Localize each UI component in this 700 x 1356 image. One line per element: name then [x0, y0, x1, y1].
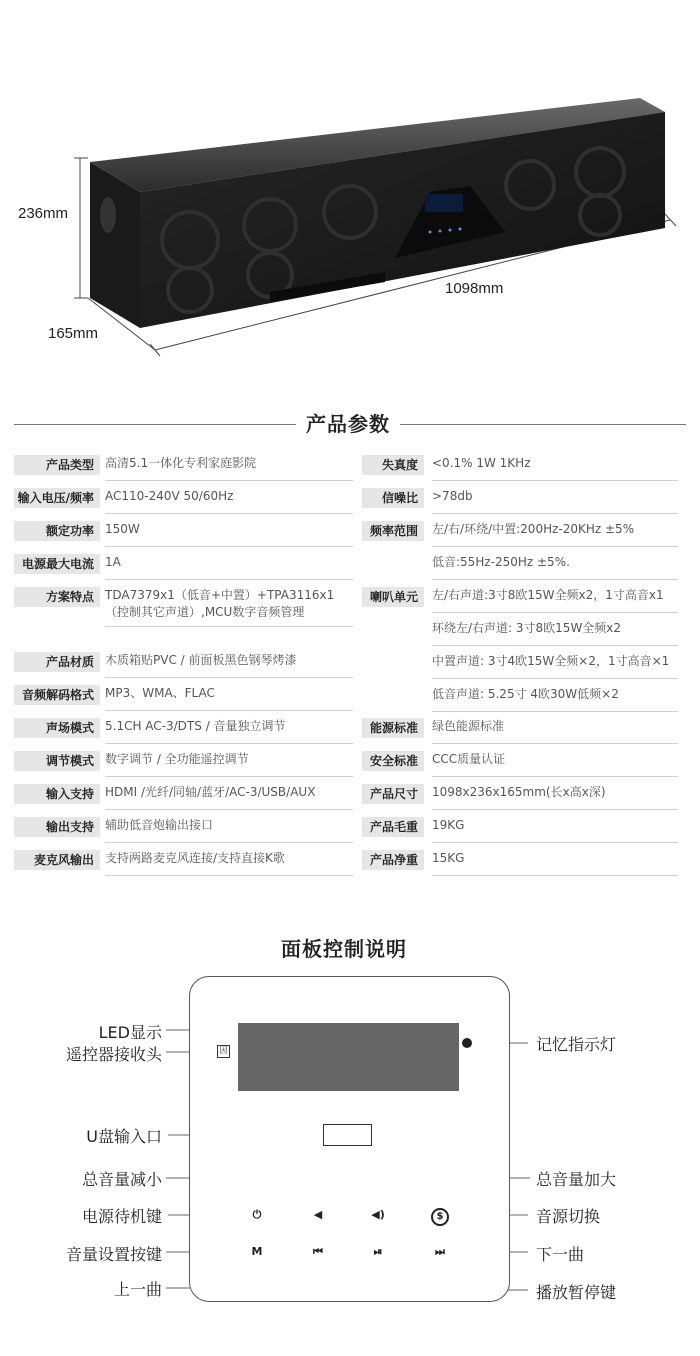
param-label: 方案特点 [14, 587, 100, 607]
volume-up-button[interactable]: ◀) [371, 1208, 385, 1221]
param-label: 安全标准 [362, 751, 424, 771]
height-dimension: 236mm [18, 205, 69, 222]
ir-label: 遥控器接收头 [65, 1045, 162, 1064]
param-value: MP3、WMA、FLAC [105, 686, 215, 700]
param-row [362, 546, 678, 580]
previous-track-label: 上一曲 [113, 1280, 162, 1299]
param-label: 产品类型 [14, 455, 100, 475]
param-value: 支持两路麦克风连接/支持直接K歌 [105, 851, 285, 865]
param-value: HDMI /光纤/同轴/蓝牙/AC-3/USB/AUX [105, 785, 316, 799]
product-image-section [0, 0, 700, 380]
param-label: 电源最大电流 [14, 554, 100, 574]
param-row [362, 743, 678, 777]
param-value: CCC质量认证 [432, 752, 506, 766]
param-label: 输入电压/频率 [14, 488, 100, 508]
param-row [14, 513, 353, 547]
param-label: 喇叭单元 [362, 587, 424, 607]
param-label: 信噪比 [362, 488, 424, 508]
param-label: 频率范围 [362, 521, 424, 541]
param-row [362, 809, 678, 843]
param-value: 1A [105, 555, 121, 569]
next-track-button[interactable]: ⏭ [435, 1245, 445, 1258]
panel-title: 面板控制说明 [281, 937, 407, 961]
next-track-label: 下一曲 [536, 1245, 585, 1264]
param-value: 木质箱贴PVC / 前面板黑色钢琴烤漆 [105, 653, 297, 667]
soundbar-illustration [0, 0, 700, 380]
param-row [14, 710, 353, 744]
param-value: 辅助低音炮输出接口 [105, 818, 214, 832]
param-value: 左/右/环绕/中置:200Hz-20KHz ±5% [432, 522, 635, 536]
section-divider-right [400, 424, 686, 425]
param-value: <0.1% 1W 1KHz [432, 456, 531, 470]
param-row [14, 480, 353, 514]
param-row [362, 710, 678, 744]
row-underline [105, 626, 353, 627]
memory-light-label: 记忆指示灯 [536, 1035, 617, 1054]
source-button[interactable]: $ [431, 1208, 449, 1226]
param-row [362, 776, 678, 810]
play-pause-button[interactable]: ⏯ [373, 1245, 383, 1258]
usb-port [323, 1124, 372, 1146]
param-row [14, 743, 353, 777]
param-row [362, 612, 678, 646]
param-label: 调节模式 [14, 751, 100, 771]
param-row [362, 579, 678, 613]
power-label: 电源待机键 [81, 1207, 162, 1226]
param-row [362, 842, 678, 876]
param-value: 高清5.1一体化专利家庭影院 [105, 456, 257, 470]
param-label: 麦克风输出 [14, 850, 100, 870]
param-row [14, 677, 353, 711]
param-label: 产品毛重 [362, 817, 424, 837]
param-row [14, 447, 353, 481]
volume-up-label: 总音量加大 [536, 1170, 617, 1189]
volume-set-label: 音量设置按键 [65, 1245, 162, 1264]
param-label: 产品尺寸 [362, 784, 424, 804]
volume-set-button[interactable]: M [251, 1245, 263, 1258]
ir-receiver-icon: 因 [217, 1045, 230, 1058]
param-value: 中置声道: 3寸4欧15W全频×2，1寸高音×1 [432, 654, 670, 668]
memory-indicator-light [462, 1038, 472, 1048]
param-row [14, 579, 353, 627]
param-label: 产品材质 [14, 652, 100, 672]
param-value: 5.1CH AC-3/DTS / 音量独立调节 [105, 719, 286, 733]
param-label: 音频解码格式 [14, 685, 100, 705]
param-value: 19KG [432, 818, 465, 832]
previous-track-button[interactable]: ⏮ [313, 1245, 323, 1258]
param-value-line2: （控制其它声道）,MCU数字音频管理 [105, 605, 305, 619]
param-value: 环绕左/右声道: 3寸8欧15W全频x2 [432, 621, 622, 635]
led-display [238, 1023, 459, 1091]
param-label: 失真度 [362, 455, 424, 475]
led-label: LED显示 [98, 1023, 162, 1042]
param-row [362, 645, 678, 679]
param-row [14, 644, 353, 678]
param-label: 声场模式 [14, 718, 100, 738]
param-value: 数字调节 / 全功能遥控调节 [105, 752, 249, 766]
param-value: 低音:55Hz-250Hz ±5%. [432, 555, 570, 569]
param-value: 15KG [432, 851, 465, 865]
param-value: AC110-240V 50/60Hz [105, 489, 234, 503]
param-value: TDA7379x1（低音+中置）+TPA3116x1 [105, 588, 335, 602]
param-row [14, 546, 353, 580]
param-row [14, 776, 353, 810]
param-label: 额定功率 [14, 521, 100, 541]
section-divider-left [14, 424, 296, 425]
param-value: 绿色能源标准 [432, 719, 505, 733]
param-row [362, 447, 678, 481]
param-label: 输入支持 [14, 784, 100, 804]
param-row [14, 842, 353, 876]
depth-dimension: 165mm [48, 325, 99, 342]
source-label: 音源切换 [536, 1207, 601, 1226]
volume-down-button[interactable]: ◀ [313, 1208, 323, 1221]
param-label: 能源标准 [362, 718, 424, 738]
param-row [362, 513, 678, 547]
param-value: 左/右声道:3寸8欧15W全频x2，1寸高音x1 [432, 588, 664, 602]
param-row [362, 678, 678, 712]
volume-down-label: 总音量减小 [81, 1170, 162, 1189]
param-value: 1098x236x165mm(长x高x深) [432, 785, 606, 799]
play-pause-label: 播放暂停键 [536, 1283, 617, 1302]
param-row [362, 480, 678, 514]
row-underline [432, 875, 678, 876]
param-value: 150W [105, 522, 140, 536]
param-value: 低音声道: 5.25寸 4欧30W低频×2 [432, 687, 619, 701]
params-title: 产品参数 [306, 412, 390, 436]
param-label: 产品净重 [362, 850, 424, 870]
param-label: 输出支持 [14, 817, 100, 837]
param-value: >78db [432, 489, 473, 503]
power-button[interactable]: ⏻ [252, 1208, 262, 1221]
row-underline [105, 875, 353, 876]
param-row [14, 809, 353, 843]
width-dimension: 1098mm [445, 280, 504, 297]
usb-label: U盘输入口 [86, 1127, 162, 1146]
